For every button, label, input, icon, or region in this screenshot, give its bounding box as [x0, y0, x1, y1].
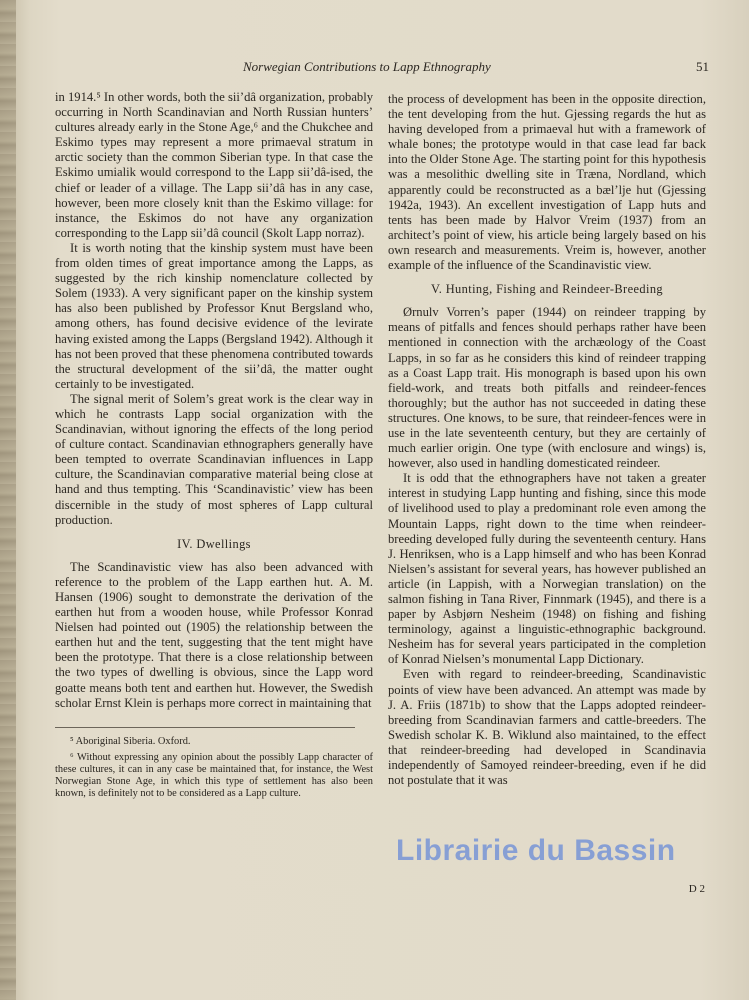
paragraph: in 1914.⁵ In other words, both the sii’dâ organization, probably occurring in North Scandinavian and North Russian hunters’ cultures already early in the Stone Age,⁶ and the Chukchee and Eskimo types may represent a more primaeval stratum in arctic society than the common Siberian type. In that case the Eskimo umialik would correspond to the Lapp sii’dâ-ised, the chief or leader of a village. The Lapp sii’dâ has in any case, however, been more closely knit than the Eskimo village: for instance, the Eskimos do not have any organization corresponding to the Lapp sii’dâ council (Skolt Lapp norraz). [55, 90, 373, 240]
running-header [243, 59, 709, 77]
section-heading-hunting: V. Hunting, Fishing and Reindeer-Breeding [430, 282, 664, 297]
footnote: ⁶ Without expressing any opinion about the possibly Lapp character of these cultures, it can in any case be maintained that, for instance, the West Norwegian Stone Age, in which this type of settlement has also been known, is definitely not to be considered as a Lapp culture. [55, 751, 373, 799]
paragraph: The signal merit of Solem’s great work is the clear way in which he contrasts Lapp social organization with the Scandinavian, without ignoring the effects of the long period of culture contact. Scandinavian ethnographers generally have been tempted to overrate Scandinavian influences in Lapp culture, the Scandinavian comparative material being close at hand and thus tempting. This ‘Scandinavistic’ view has been discernible in the study of most spheres of Lapp cultural production. [55, 391, 373, 527]
paragraph: It is worth noting that the kinship system must have been from olden times of great importance among the Lapps, as suggested by the rich kinship nomenclature collected by Solem (1933). A very significant paper on the kinship system has also been published by Professor Knut Bergsland who, among others, has found decisive evidence of the levirate having existed among the Lapps (Bergsland 1942). Although it has not been proved that these phenomena contributed towards the structural development of the sii’dâ, the matter ought certainly to be investigated. [55, 240, 373, 391]
footnote: ⁵ Aboriginal Siberia. Oxford. [70, 735, 191, 747]
page-number: 51 [696, 59, 709, 74]
running-title: Norwegian Contributions to Lapp Ethnography [243, 59, 491, 74]
paragraph: Even with regard to reindeer-breeding, Scandinavistic points of view have been advanced. An attempt was made by J. A. Friis (1871b) to show that the Lapps adopted reindeer-breeding from Scandinavian farmers and cattle-breeders. The Swedish scholar K. B. Wiklund also maintained, to the effect that reindeer-breeding had developed in Scandinavia independently of Samoyed reindeer-breeding, even if he did not postulate that it was [388, 667, 706, 788]
paragraph: The Scandinavistic view has also been advanced with reference to the problem of the Lapp earthen hut. A. M. Hansen (1906) sought to demonstrate the derivation of the earthen hut from a wooden house, while Professor Konrad Nielsen had pointed out (1905) the relationship between the earthen hut and the tent, suggesting that the tent might have been the prototype. That there is a close relationship between the two types of dwelling is obvious, since the Lapp word goatte means both tent and earthen hut. However, the Swedish scholar Ernst Klein is perhaps more correct in maintaining that [55, 559, 373, 710]
paragraph: the process of development has been in the opposite direction, the tent developing from the hut. Gjessing regards the hut as having developed from a primaeval hut with a framework of whale bones; the prototype would in that case lead far back into the Older Stone Age. The starting point for this hypothesis was a mesolithic dwelling site in Træna, Nordland, which apparently could be reconstructed as a bæl’lje hut (Gjessing 1942a, 1943). An excellent investigation of Lapp huts and tents has been made by Halvor Vreim (1937) from an architect’s point of view, his article being largely based on his own research and measurements. Vreim is, however, another example of the influence of the Scandinavistic view. [388, 92, 706, 273]
right-column [388, 92, 706, 788]
book-spine-shadow [0, 0, 16, 1000]
signature-mark: D 2 [688, 883, 705, 895]
left-column [55, 90, 373, 800]
footnotes [55, 736, 373, 800]
footnote-divider [55, 727, 355, 728]
paragraph: Ørnulv Vorren’s paper (1944) on reindeer trapping by means of pitfalls and fences should perhaps rather have been mentioned in connection with the archæology of the Coast Lapps, in so far as he considers this kind of reindeer trapping as a Coast Lapp trait. His monograph is based upon his own field-work, and treats both pitfalls and reindeer-fences thoroughly; but the author has not succeeded in dating these structures. One knows, to be sure, that reindeer-fences were in use in the late seventeenth century, but they are certainly of much earlier origin. One type (with enclosure and wings) is, however, also used in handling domesticated reindeer. [388, 305, 706, 471]
paragraph: It is odd that the ethnographers have not taken a greater interest in studying Lapp hunting and fishing, since this mode of livelihood used to play a predominant role even among the Mountain Lapps, right down to the time when reindeer-breeding developed fully during the seventeenth century. Hans J. Henriksen, who is a Lapp himself and who has been Konrad Nielsen’s assistant for several years, has however published an article (in Lappish, with a Norwegian translation) on the salmon fishing in Tana River, Finnmark (1945), and there is a paper by Asbjørn Nesheim (1948) on fishing and fishing terminology, against a linguistic-ethnographic background. Nesheim has for several years participated in the completion of Konrad Nielsen’s monumental Lapp Dictionary. [388, 471, 706, 667]
section-heading-dwellings: IV. Dwellings [177, 536, 251, 551]
watermark: Librairie du Bassin [396, 834, 676, 867]
